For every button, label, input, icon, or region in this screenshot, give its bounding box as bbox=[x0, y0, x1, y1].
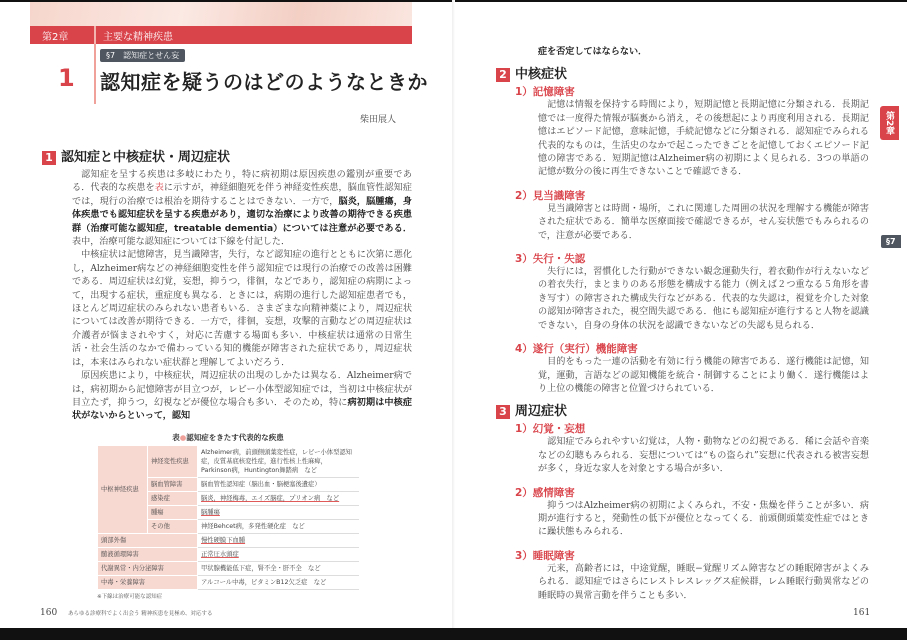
group-cell: 中枢神経疾患 bbox=[98, 445, 148, 533]
paragraph-memory: 記憶は情報を保持する時間により，短期記憶と長期記憶に分類される．長期記憶では一度得た情報が脳裏から消え，その後想起により再度利用される．長期記憶はエピソード記憶，意味記憶，手続記憶などに分類される．認知症でみられる代表的なものは，生活史のなかで起こったできごとを記憶しておくエピソード記憶の障害である．短期記憶はAlzheimer病の初期によく見られる．3つの単語の記憶が数分の後に再生できないことで確認できる． bbox=[538, 100, 869, 178]
caption-text: 認知症をきたす代表的な疾患 bbox=[186, 432, 284, 442]
book-gutter bbox=[452, 0, 455, 628]
subheading-apraxia: 3）失行・失認 bbox=[515, 253, 586, 266]
left-column bbox=[42, 150, 412, 601]
table-row bbox=[98, 575, 359, 589]
section-number: 1 bbox=[42, 151, 56, 165]
paragraph-1 bbox=[72, 169, 412, 249]
page-number-right: 161 bbox=[853, 608, 871, 618]
emphasis-text: 病初期は中核症状がないからといって，認知 bbox=[72, 397, 412, 422]
section-title: 認知症と中核症状・周辺症状 bbox=[61, 150, 231, 165]
paragraph-apraxia: 失行には，習慣化した行動ができない観念運動失行，着衣動作が行えないなどの着衣失行，まとまりのある形態を構成する能力（例えば２つ重なる５角形を書き写す）の障害された構成失行などがある．代表的な失認は，視覚を介した対象の認知が障害された，視空間失認である．他にも認知症が進行すると人物を認識できない，自身の身体の状況を認識できないなどの失認も見られる． bbox=[538, 267, 869, 331]
text: に示すが，神経細胞死を伴う神経変性疾患，脳血管性認知症では，現行の治療では根治を期待することはできない．一方で， bbox=[72, 183, 412, 207]
running-title: あらゆる診療科でよく出会う 精神疾患を見極め、対応する bbox=[68, 611, 213, 617]
section-badge: §7 認知症とせん妄 bbox=[100, 49, 185, 62]
text: 表中，治療可能な認知症については下線を付記した． bbox=[72, 237, 291, 248]
section-number: 3 bbox=[496, 405, 510, 419]
category-cell: 腫瘍 bbox=[148, 505, 198, 519]
subheading-orientation: 2）見当識障害 bbox=[515, 189, 586, 202]
chapter-label: 第2章 bbox=[30, 26, 96, 44]
table-reference-link[interactable]: 表 bbox=[154, 183, 164, 194]
table-row bbox=[98, 445, 359, 477]
page-number-left: 160 bbox=[40, 608, 58, 618]
bullet-icon: ● bbox=[179, 432, 187, 442]
paragraph-orientation: 見当識障害とは時間・場所，これに関連した周囲の状況を理解する機能が障害された症状である．簡単な医療面接で確認できるが，せん妄状態でもみられるので，注意が必要である． bbox=[538, 203, 869, 241]
text: 原因疾患により，中核症状，周辺症状の出現のしかたは異なる．Alzheimer病では，病初期から記憶障害が目立つが，レビー小体型認知症では，当初は中核症状が目立たず，抑うつ，幻視などが優位な場合も多い．そのため，特に bbox=[72, 371, 412, 408]
paragraph-3 bbox=[72, 370, 412, 424]
disease-cell: アルコール中毒，ビタミンB12欠乏症 など bbox=[198, 575, 359, 589]
section-heading-1 bbox=[42, 150, 412, 166]
category-cell: 中毒・栄養障害 bbox=[98, 575, 198, 589]
section-number: 2 bbox=[496, 68, 510, 82]
table-caption bbox=[97, 432, 359, 443]
disease-cell: 正常圧水頭症 bbox=[198, 547, 359, 561]
page-title: 認知症を疑うのはどのようなときか bbox=[100, 70, 428, 94]
paragraph-affect: 抑うつはAlzheimer病の初期によくみられ，不安・焦燥を伴うことが多い．病期が進行すると，発動性の低下が優位となってくる．前頭側頭葉変性症ではときに躁状態もみられる． bbox=[538, 500, 869, 538]
paragraph-sleep: 元来，高齢者には，中途覚醒，睡眠−覚醒リズム障害などの睡眠障害がよくみられる．認知症ではさらにレストレスレッグス症候群，レム睡眠行動異常などの睡眠時の異常言動を伴うことも多い． bbox=[538, 563, 869, 601]
category-cell: その他 bbox=[148, 519, 198, 533]
disease-cell: 脳血管性認知症（脳出血・脳梗塞後遺症） bbox=[198, 477, 359, 491]
category-cell: 脳血管障害 bbox=[148, 477, 198, 491]
section-heading-2 bbox=[496, 67, 869, 83]
subheading-memory: 1）記憶障害 bbox=[515, 86, 575, 99]
disease-cell: 甲状腺機能低下症，腎不全・肝不全 など bbox=[198, 561, 359, 575]
text: 認知症を呈する疾患は多岐にわたり，特に病初期は原因疾患の鑑別が重要である．代表的な疾患を bbox=[72, 170, 412, 194]
title-divider bbox=[94, 44, 96, 104]
chapter-bar bbox=[30, 26, 412, 44]
chapter-side-tab[interactable]: 第2章 bbox=[880, 106, 899, 140]
author: 柴田展人 bbox=[360, 115, 397, 125]
disease-cell: Alzheimer病，前頭側頭葉変性症，レビー小体型認知症，皮質基底核変性症，進行性核上性麻痺，Parkinson病，Huntington舞踏病 など bbox=[198, 445, 359, 477]
continued-text: 症を否定してはならない． bbox=[538, 47, 648, 57]
paragraph-executive: 目的をもった一連の活動を有効に行う機能の障害である．遂行機能は記憶，知覚，運動，言語などの認知機能を統合・制御することにより働く．遂行機能はより上位の機能の障害と位置づけられている． bbox=[538, 357, 869, 394]
article-number: 1 bbox=[58, 64, 75, 92]
subheading-sleep: 3）睡眠障害 bbox=[515, 549, 575, 562]
section-title: 周辺症状 bbox=[515, 404, 568, 420]
subheading-executive: 4）遂行（実行）機能障害 bbox=[515, 343, 638, 356]
table-row bbox=[98, 533, 359, 547]
disease-table bbox=[97, 445, 359, 590]
disease-cell: 脳炎，神経梅毒，エイズ脳症，プリオン病 など bbox=[198, 491, 359, 505]
category-cell: 髄液循環障害 bbox=[98, 547, 198, 561]
right-column bbox=[496, 46, 869, 603]
section-heading-3 bbox=[496, 404, 869, 420]
category-cell: 神経変性疾患 bbox=[148, 445, 198, 477]
emphasis-text: 脳炎，脳腫瘍，身体疾患でも認知症状を呈する疾患があり，適切な治療により改善の期待できる疾患群（治療可能な認知症，treatable dementia）については注意が必要である． bbox=[72, 196, 412, 234]
subheading-hallucination: 1）幻覚・妄想 bbox=[515, 423, 586, 436]
caption-prefix: 表 bbox=[172, 432, 180, 442]
disease-cell: 脳腫瘍 bbox=[198, 505, 359, 519]
table-row bbox=[98, 561, 359, 575]
section-side-tab[interactable]: §7 bbox=[881, 235, 901, 248]
chapter-title: 主要な精神疾患 bbox=[103, 31, 173, 43]
section-title: 中核症状 bbox=[515, 67, 568, 83]
paragraph-2: 中核症状は記憶障害，見当識障害，失行，など認知症の進行とともに次第に悪化し，Alzheimer病などの神経細胞変性を伴う認知症では現行の治療での改善は困難である．周辺症状は幻覚，妄想，抑うつ，徘徊，などであり，認知症の病期によって，出現する症状，重症度も異なる．ときには，病期の進行した認知症患者でも，ほとんど周辺症状のみられない患者もいる．さまざまな向精神薬により，周辺症状については改善が期待できる．一方で，徘徊，妄想，攻撃的言動などの周辺症状は介護者が悩まされやすく，対応に苦慮する場面も多い．中核症状は通常の日常生活・社会生活のなかで備わっている知的機能が障害された症状であり，周辺症状は，本来はみられない症状群と理解してよいだろう． bbox=[72, 250, 412, 368]
paragraph-hallucination: 認知症でみられやすい幻覚は，人物・動物などの幻視である．稀に会話や音楽などの幻聴もみられる．妄想については“もの盗られ”妄想に代表される被害妄想が多く，身近な家人を対象とする場合が多い． bbox=[538, 437, 869, 475]
table-footnote: ※下線は治療可能な認知症 bbox=[97, 593, 163, 600]
subheading-affect: 2）感情障害 bbox=[515, 486, 575, 499]
disease-cell: 神経Behcet病，多発性硬化症 など bbox=[198, 519, 359, 533]
table-row bbox=[98, 547, 359, 561]
header-decoration bbox=[30, 2, 412, 26]
category-cell: 頭部外傷 bbox=[98, 533, 198, 547]
category-cell: 代謝異常・内分泌障害 bbox=[98, 561, 198, 575]
disease-cell: 慢性硬膜下血腫 bbox=[198, 533, 359, 547]
page-edge-bottom bbox=[0, 628, 907, 640]
category-cell: 感染症 bbox=[148, 491, 198, 505]
